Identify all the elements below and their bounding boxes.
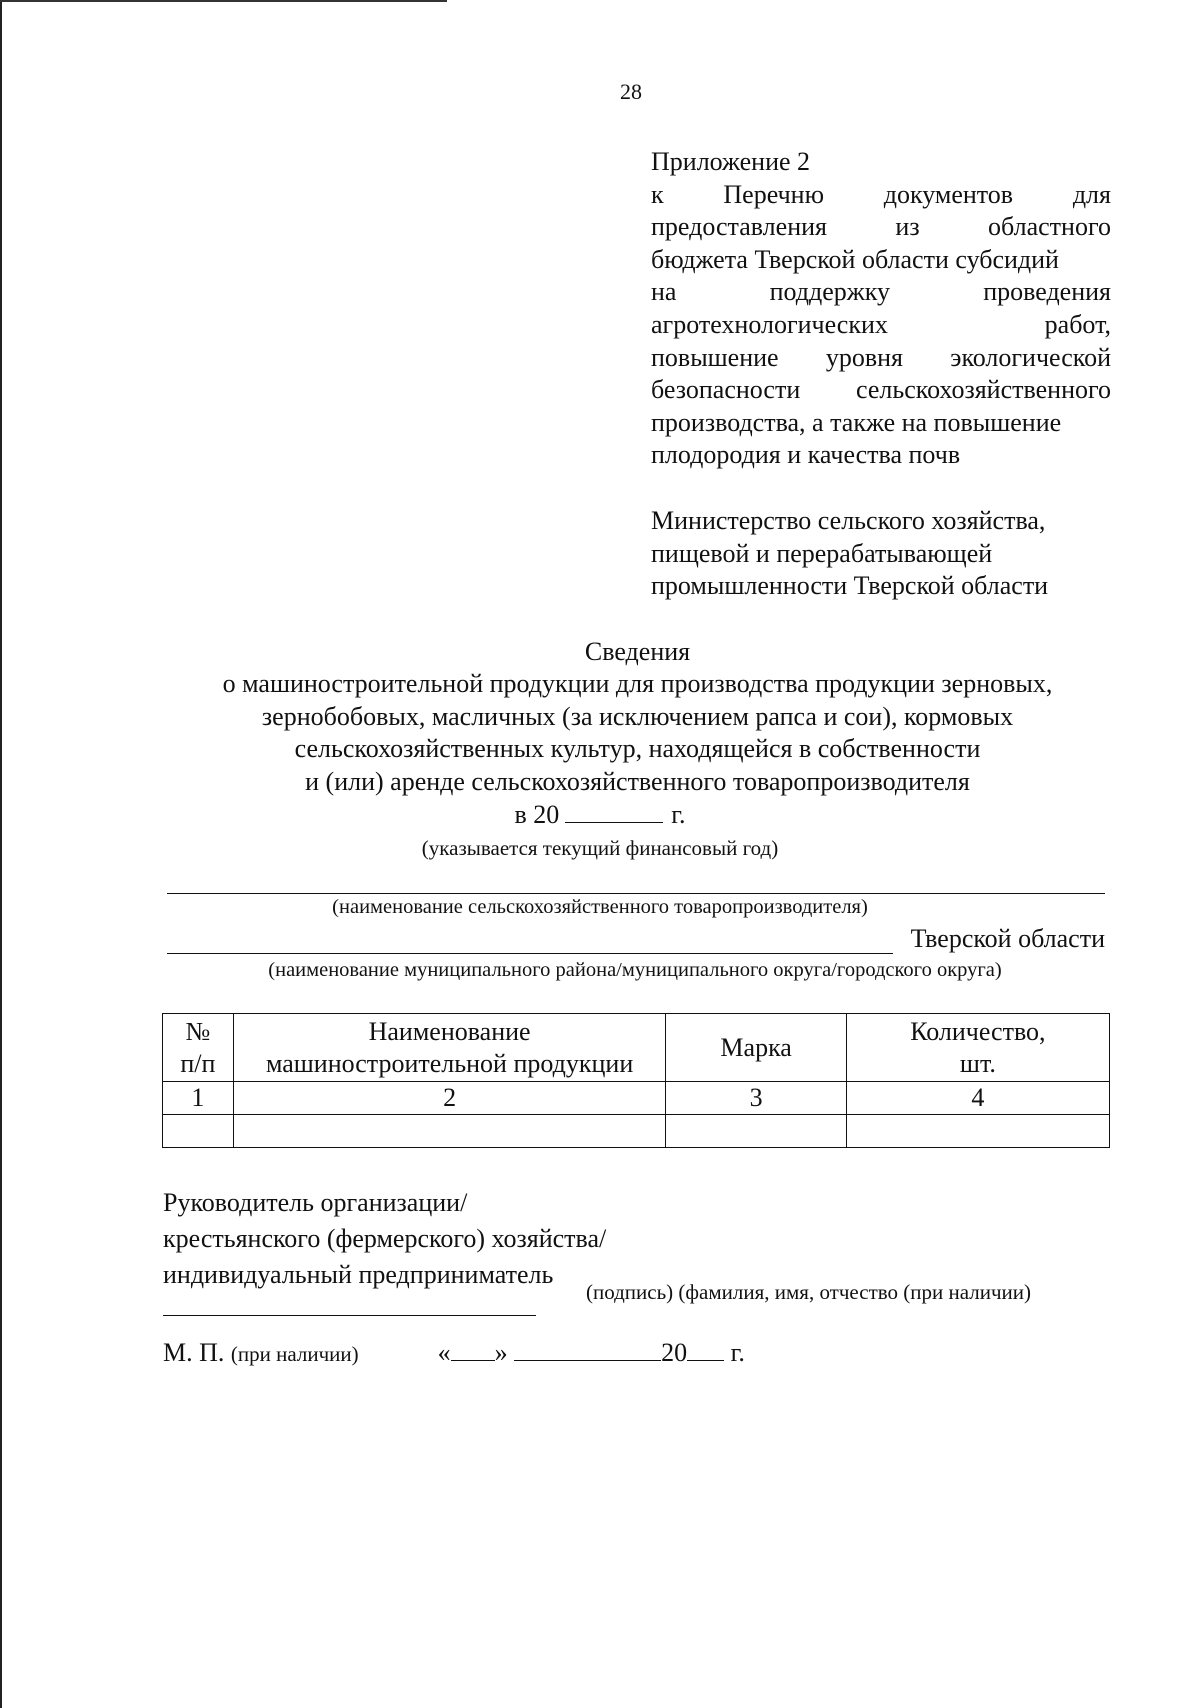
date-year-suffix: г. <box>730 1338 745 1367</box>
annex-word: предоставления <box>651 212 827 242</box>
signer-block <box>163 1185 606 1316</box>
table-cell-empty[interactable] <box>163 1115 234 1148</box>
annex-line <box>651 276 1111 309</box>
annex-line <box>651 211 1111 244</box>
stamp-date-line <box>163 1338 745 1368</box>
table-numbering-row <box>163 1082 1110 1115</box>
ministry-line: пищевой и перерабатывающей <box>651 538 993 568</box>
table-cell: 4 <box>846 1082 1109 1115</box>
signature-blank[interactable] <box>163 1293 536 1316</box>
header-brand <box>666 1014 846 1082</box>
header-text: Марка <box>720 1032 792 1062</box>
year-prefix: в 20 <box>514 800 560 829</box>
annex-word: проведения <box>983 277 1111 307</box>
header-product-name <box>233 1014 666 1082</box>
producer-name-blank[interactable] <box>167 893 1105 894</box>
annex-word: повышение <box>651 342 779 372</box>
annex-word: производства, а также на повышение <box>651 407 1062 437</box>
table-cell: 2 <box>233 1082 666 1115</box>
annex-title: Приложение 2 <box>651 147 811 176</box>
year-suffix: г. <box>671 800 686 829</box>
annex-word: к <box>651 179 664 209</box>
annex-word: агротехнологических <box>651 309 888 339</box>
ministry-line: промышленности Тверской области <box>651 571 1049 600</box>
annex-word: из <box>895 212 920 242</box>
year-blank-field[interactable] <box>565 800 663 823</box>
table-row <box>163 1115 1110 1148</box>
annex-word: областного <box>988 212 1111 242</box>
page-number: 28 <box>620 79 642 104</box>
date-year-blank[interactable] <box>687 1338 724 1361</box>
header-text: № <box>185 1016 211 1046</box>
region-name-blank[interactable] <box>167 953 893 954</box>
annex-last-line: плодородия и качества почв <box>651 440 961 470</box>
annex-word: экологической <box>950 342 1111 372</box>
table-header-row <box>163 1014 1110 1082</box>
annex-word: документов <box>883 179 1014 209</box>
annex-line <box>651 244 1111 277</box>
annex-word: на <box>651 277 677 307</box>
region-suffix: Тверской области <box>910 924 1105 953</box>
header-number <box>163 1014 234 1082</box>
stamp-place-label: М. П. <box>163 1338 225 1367</box>
table-cell-empty[interactable] <box>666 1115 846 1148</box>
scan-edge-top <box>0 0 447 2</box>
annex-line <box>651 342 1111 375</box>
annex-word: сельскохозяйственного <box>856 375 1111 405</box>
open-quote: « <box>437 1338 451 1367</box>
annex-line <box>651 309 1111 342</box>
machinery-table <box>162 1013 1110 1148</box>
signer-line: индивидуальный предприниматель <box>163 1260 554 1289</box>
signer-line: крестьянского (фермерского) хозяйства/ <box>163 1224 607 1253</box>
report-year-line <box>0 800 1200 830</box>
annex-line <box>651 374 1111 407</box>
date-month-blank[interactable] <box>514 1338 661 1361</box>
region-caption: (наименование муниципального района/муниципального округа/городского округа) <box>268 959 1002 981</box>
addressee-ministry <box>651 505 1048 603</box>
annex-header <box>651 146 1111 472</box>
stamp-note: (при наличии) <box>230 1342 359 1366</box>
signature-caption: (подпись) (фамилия, имя, отчество (при наличии) <box>586 1280 1031 1304</box>
heading-line: зернобобовых, масличных (за исключением рапса и сои), кормовых <box>261 701 1014 731</box>
region-line <box>167 922 1105 958</box>
heading-title: Сведения <box>584 637 691 666</box>
annex-word: бюджета Тверской области субсидий <box>651 244 1059 274</box>
annex-word: работ, <box>1044 309 1111 339</box>
header-text: машиностроительной продукции <box>265 1048 634 1078</box>
header-text: Наименование <box>368 1016 531 1046</box>
year-note: (указывается текущий финансовый год) <box>421 836 779 860</box>
annex-word: для <box>1072 179 1111 209</box>
ministry-line: Министерство сельского хозяйства, <box>651 506 1046 535</box>
header-quantity <box>846 1014 1109 1082</box>
table-cell: 1 <box>163 1082 234 1115</box>
annex-word: безопасности <box>651 375 801 405</box>
header-text: Количество, <box>910 1016 1046 1046</box>
signer-line: Руководитель организации/ <box>163 1188 468 1217</box>
table-cell: 3 <box>666 1082 846 1115</box>
date-year-prefix: 20 <box>661 1338 688 1367</box>
annex-word: уровня <box>825 342 904 372</box>
heading-line: о машиностроительной продукции для производства продукции зерновых, <box>222 669 1053 699</box>
annex-line <box>651 407 1111 440</box>
annex-word: поддержку <box>769 277 891 307</box>
header-text: п/п <box>180 1048 216 1078</box>
heading-line: и (или) аренде сельскохозяйственного товаропроизводителя <box>305 766 970 796</box>
table-cell-empty[interactable] <box>233 1115 666 1148</box>
producer-caption: (наименование сельскохозяйственного товаропроизводителя) <box>332 896 868 918</box>
header-text: шт. <box>959 1048 996 1078</box>
heading-line: сельскохозяйственных культур, находящейся в собственности <box>294 734 981 764</box>
form-heading <box>150 636 1125 798</box>
date-day-blank[interactable] <box>451 1338 495 1361</box>
annex-line <box>651 179 1111 212</box>
close-quote: » <box>494 1338 508 1367</box>
table-cell-empty[interactable] <box>846 1115 1109 1148</box>
signer-line-with-blank <box>163 1257 606 1316</box>
annex-word: Перечню <box>723 179 824 209</box>
